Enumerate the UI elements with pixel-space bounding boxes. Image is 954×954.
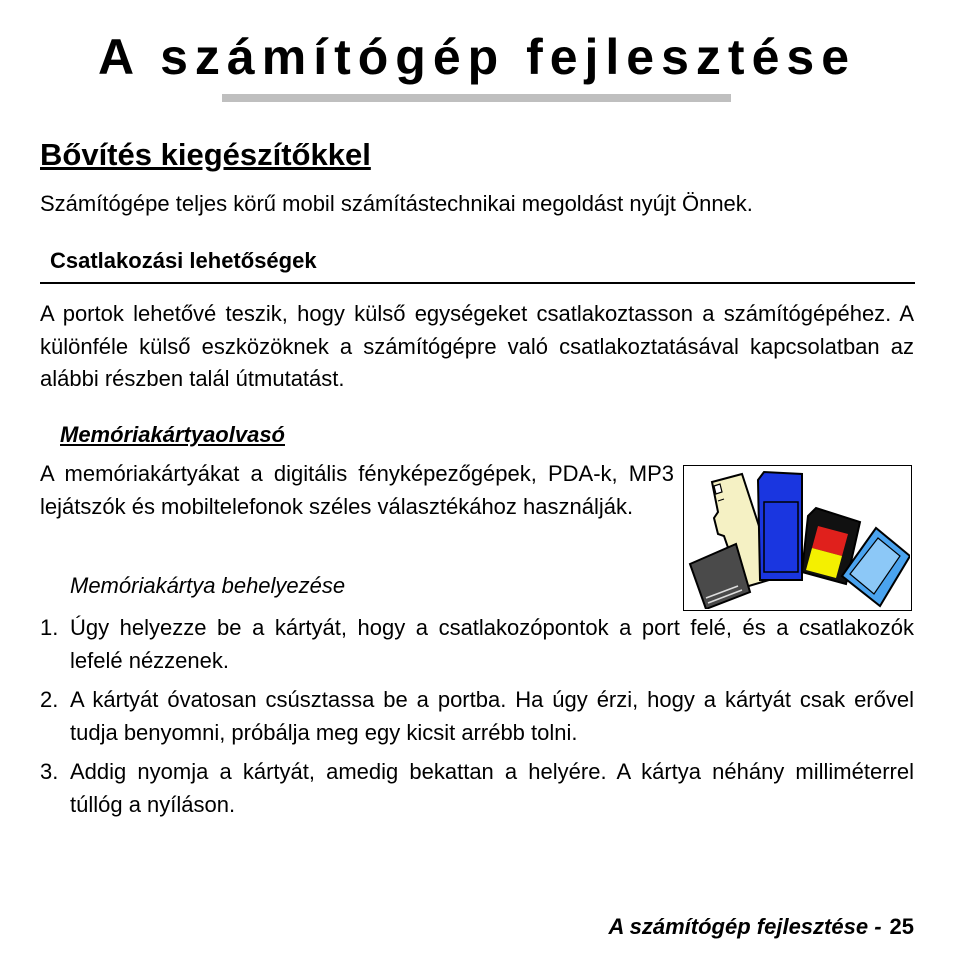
step-number: 3.: [40, 759, 59, 784]
step-text: Úgy helyezze be a kártyát, hogy a csatlakozópontok a port felé, és a csatlakozók lefelé nézzenek.: [70, 615, 914, 673]
memory-cards-icon: [684, 466, 910, 609]
list-item: [40, 612, 914, 677]
page-number: 25: [889, 914, 914, 939]
step-text: Addig nyomja a kártyát, amedig bekattan a helyére. A kártya néhány milliméterrel túllóg a nyíláson.: [70, 759, 914, 817]
memory-stick-blue: [758, 472, 802, 580]
subsection-heading: Csatlakozási lehetőségek: [50, 248, 317, 273]
step-number: 1.: [40, 615, 59, 640]
insert-heading: Memóriakártya behelyezése: [70, 573, 346, 598]
ports-paragraph: A portok lehetővé teszik, hogy külső egységeket csatlakoztasson a számítógépéhez. A különféle külső eszközöknek a számítógépre való csatlakoztatásával kapcsolatban az alábbi részben talál útmutatást.: [40, 301, 914, 391]
memory-cards-illustration: [683, 465, 912, 611]
page-title: A számítógép fejlesztése: [97, 29, 856, 85]
list-item: [40, 756, 914, 821]
step-number: 2.: [40, 687, 59, 712]
intro-paragraph: Számítógépe teljes körű mobil számítástechnikai megoldást nyújt Önnek.: [40, 191, 753, 216]
title-divider: [222, 94, 731, 102]
card-reader-heading: Memóriakártyaolvasó: [60, 422, 285, 447]
list-item: [40, 684, 914, 749]
step-text: A kártyát óvatosan csúsztassa be a portba. Ha úgy érzi, hogy a kártyát csak erővel tudja benyomni, próbálja meg egy kicsit arrébb tolni.: [70, 687, 914, 745]
footer-chapter: A számítógép fejlesztése -: [608, 914, 882, 939]
subsection-divider: [40, 282, 915, 284]
section-heading: Bővítés kiegészítőkkel: [40, 137, 371, 172]
card-reader-paragraph: A memóriakártyákat a digitális fényképezőgépek, PDA-k, MP3 lejátszók és mobiltelefonok széles választékához használják.: [40, 461, 674, 519]
steps-list: [40, 612, 914, 828]
page-footer: [608, 914, 914, 940]
